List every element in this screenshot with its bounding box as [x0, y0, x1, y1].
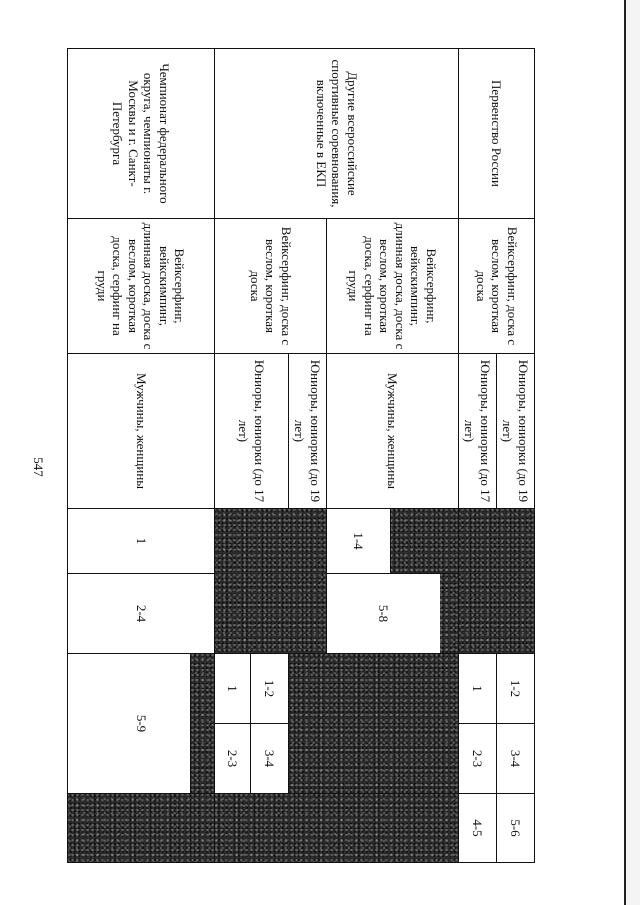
- value-cell: 4-5: [458, 793, 497, 863]
- value-cell: 1: [67, 508, 215, 574]
- group-cell: Мужчины, женщины: [67, 353, 215, 509]
- discipline-cell: Вейксерфинг, доска с веслом, короткая доска: [214, 218, 327, 354]
- group-cell: Юниоры, юниорки (до 17 лет): [458, 353, 497, 509]
- value-cell: 5-9: [67, 653, 215, 794]
- group-cell: Мужчины, женщины: [326, 353, 459, 509]
- value-cell: 3-4: [496, 723, 535, 794]
- page-number: 547: [31, 457, 46, 477]
- value-cell: 1: [458, 653, 497, 724]
- group-cell: Юниоры, юниорки (до 19 лет): [496, 353, 535, 509]
- value-cell: 2-3: [214, 723, 251, 794]
- group-cell: Юниоры, юниорки (до 19 лет): [288, 353, 327, 509]
- value-cell: 1-2: [496, 653, 535, 724]
- value-cell: 1: [214, 653, 251, 724]
- group-cell: Юниоры, юниорки (до 17 лет): [214, 353, 289, 509]
- value-cell: 1-2: [250, 653, 289, 724]
- value-cell: 1-4: [326, 508, 391, 574]
- discipline-cell: Вейксерфинг, вейкскимпинг, длинная доска, доска с веслом, короткая доска, серфинг на груди: [67, 218, 215, 354]
- value-cell: 3-4: [250, 723, 289, 794]
- value-cell: 5-8: [326, 573, 441, 654]
- event-cell: Другие всероссийские спортивные соревнования, включенные в ЕКП: [214, 48, 459, 219]
- value-cell: 2-4: [67, 573, 215, 654]
- discipline-cell: Вейксерфинг, вейкскимпинг, длинная доска, доска с веслом, короткая доска, серфинг на груди: [326, 218, 459, 354]
- event-cell: Первенство России: [458, 48, 535, 219]
- event-cell: Чемпионат федерального округа, чемпионаты г. Москвы и г. Санкт-Петербурга: [67, 48, 215, 219]
- page-edge: [624, 0, 626, 905]
- discipline-cell: Вейксерфинг, доска с веслом, короткая доска: [458, 218, 535, 354]
- value-cell: 5-6: [496, 793, 535, 863]
- value-cell: 2-3: [458, 723, 497, 794]
